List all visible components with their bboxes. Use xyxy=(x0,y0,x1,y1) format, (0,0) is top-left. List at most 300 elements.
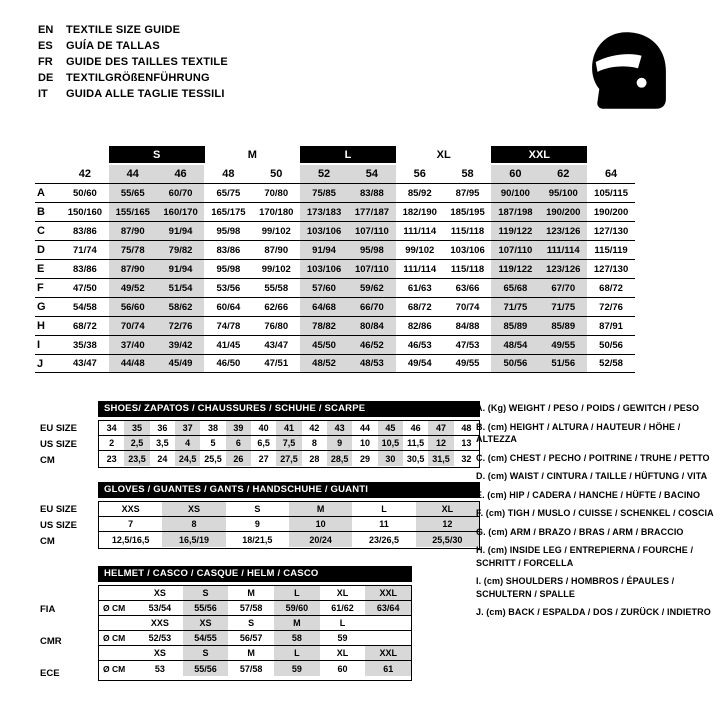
shoes-cell: 40 xyxy=(258,423,269,433)
shoes-cell: 2,5 xyxy=(124,436,149,450)
shoes-cell: 36 xyxy=(157,423,168,433)
shoes-cell: 3,5 xyxy=(156,438,169,448)
measure-cell: 123/126 xyxy=(539,260,587,278)
measure-cell: 182/190 xyxy=(402,206,437,218)
helmet-label-spacer xyxy=(40,617,98,633)
measure-cell: 59/62 xyxy=(348,279,396,297)
measure-cell: 91/94 xyxy=(157,260,205,278)
language-code: DE xyxy=(38,72,54,84)
helmet-table xyxy=(40,585,412,681)
shoes-cell: 12 xyxy=(428,436,453,450)
helmet-values-row xyxy=(99,661,411,676)
measure-cell: 68/72 xyxy=(407,301,432,313)
shoes-cell: 39 xyxy=(226,421,251,435)
shoes-cell: 23 xyxy=(106,453,117,464)
size-group-header-row xyxy=(35,146,635,163)
row-letter: J xyxy=(37,357,44,370)
measure-cell: 39/42 xyxy=(157,336,205,354)
measure-cell: 37/40 xyxy=(109,336,157,354)
shoes-cell: 8 xyxy=(311,438,317,448)
measure-cell: 177/187 xyxy=(348,203,396,221)
measure-cell: 65/75 xyxy=(216,187,241,199)
helmet-size-cell: M xyxy=(247,648,255,658)
measure-cell: 99/102 xyxy=(405,244,435,256)
measure-cell: 45/49 xyxy=(157,355,205,372)
helmet-size-cell: XS xyxy=(153,648,166,658)
gloves-table-row xyxy=(99,517,479,532)
helmet-size-cell: XXL xyxy=(365,646,411,660)
shoes-cell: 11,5 xyxy=(407,438,425,448)
measure-cell: 50/60 xyxy=(73,187,97,199)
measure-cell: 47/50 xyxy=(73,282,97,294)
measure-cell: 115/118 xyxy=(450,263,485,275)
measure-cell: 70/80 xyxy=(264,187,289,199)
measure-cell: 70/74 xyxy=(455,301,480,313)
measure-row-j xyxy=(35,354,635,373)
shoes-cell: 24 xyxy=(157,453,168,464)
size-group-l: L xyxy=(300,146,396,163)
language-row xyxy=(38,38,228,54)
unit-label: Ø CM xyxy=(103,663,126,674)
measure-cell: 47/53 xyxy=(455,339,480,351)
shoes-table xyxy=(40,420,480,468)
row-letter: I xyxy=(37,339,41,351)
measure-row-g xyxy=(35,297,635,316)
legend-item: C. (cm) CHEST / PECHO / POITRINE / TRUHE / PETTO xyxy=(476,452,710,463)
measure-cell: 74/78 xyxy=(216,320,241,332)
shoes-header xyxy=(40,401,480,417)
measure-cell: 99/102 xyxy=(261,225,291,237)
measure-cell: 48/52 xyxy=(300,355,348,372)
measure-cell: 66/70 xyxy=(348,298,396,316)
row-letter: C xyxy=(37,225,45,237)
size-group-m: M xyxy=(247,148,257,161)
measure-cell: 47/51 xyxy=(264,358,289,369)
gloves-cell: 23/26,5 xyxy=(368,534,399,545)
language-code: IT xyxy=(38,88,48,100)
measure-cell: 123/126 xyxy=(539,222,587,240)
gloves-cell: 10 xyxy=(289,517,352,531)
row-letter: G xyxy=(37,301,46,313)
gloves-cell: 20/24 xyxy=(289,532,352,547)
helmet-value-cell: 52/53 xyxy=(148,633,172,643)
helmet-value-cell: 61 xyxy=(365,661,411,676)
gloves-table-row xyxy=(99,502,479,517)
gloves-row-label: US SIZE xyxy=(40,519,77,531)
gloves-cell: XXS xyxy=(121,504,140,514)
size-header-cell: 60 xyxy=(491,165,539,183)
measure-cell: 64/68 xyxy=(300,298,348,316)
row-letter: F xyxy=(37,282,44,294)
measure-cell: 44/48 xyxy=(109,355,157,372)
gloves-cell: 11 xyxy=(379,519,389,529)
shoes-cell: 45 xyxy=(378,421,403,435)
measure-cell: 51/54 xyxy=(157,279,205,297)
gloves-cell: S xyxy=(254,504,261,514)
shoes-cell: 13 xyxy=(461,438,472,448)
measure-cell: 187/198 xyxy=(491,203,539,221)
measure-cell: 48/53 xyxy=(348,355,396,372)
helmet-size-cell: S xyxy=(183,646,229,660)
measure-cell: 111/114 xyxy=(403,225,437,237)
measure-cell: 75/85 xyxy=(300,184,348,202)
legend-item: J. (cm) BACK / ESPALDA / DOS / ZURÜCK / INDIETRO xyxy=(476,607,711,617)
measure-cell: 91/94 xyxy=(300,241,348,259)
size-header-cell: 48 xyxy=(222,168,235,180)
helmet-size-cell: L xyxy=(274,586,320,600)
row-letter: A xyxy=(37,187,45,199)
measure-cell: 119/122 xyxy=(491,260,539,278)
gloves-row-labels xyxy=(40,501,98,549)
helmet-values-row xyxy=(99,601,411,616)
size-header-cell: 44 xyxy=(109,165,157,183)
measure-cell: 70/74 xyxy=(109,317,157,335)
measure-cell: 61/63 xyxy=(407,282,432,294)
shoes-cell: 7,5 xyxy=(276,436,301,450)
shoes-cell: 28,5 xyxy=(327,451,352,466)
gloves-cell: M xyxy=(289,502,352,516)
helmet-size-cell xyxy=(365,616,411,630)
helmet-value-cell: 54/55 xyxy=(183,631,229,645)
shoes-table-row xyxy=(99,421,479,436)
measure-row-e xyxy=(35,259,635,278)
measure-cell: 111/114 xyxy=(539,241,587,259)
size-header-cell: 42 xyxy=(78,168,92,180)
measure-cell: 173/183 xyxy=(300,203,348,221)
helmet-value-cell: 58 xyxy=(274,631,320,645)
language-label: TEXTILE SIZE GUIDE xyxy=(66,24,181,36)
shoes-cell: 29 xyxy=(359,453,370,464)
measure-row-h xyxy=(35,316,635,335)
measure-cell: 53/56 xyxy=(216,282,241,294)
legend-item: B. (cm) HEIGHT / ALTURA / HAUTEUR / HÖHE / ALTEZZA xyxy=(476,421,681,444)
standard-label-ece: ECE xyxy=(40,667,60,679)
row-letter: H xyxy=(37,320,45,332)
shoes-cell: 2 xyxy=(109,438,115,448)
measure-cell: 60/70 xyxy=(157,184,205,202)
shoes-cell: 10 xyxy=(359,438,370,448)
helmet-size-cell: XXS xyxy=(150,618,169,628)
gloves-header xyxy=(40,482,480,498)
measure-cell: 87/90 xyxy=(264,244,289,256)
gloves-header-spacer xyxy=(40,482,98,498)
measure-cell: 80/84 xyxy=(348,317,396,335)
gloves-cell: XL xyxy=(416,502,479,516)
measure-cell: 107/110 xyxy=(491,241,539,259)
measure-cell: 95/100 xyxy=(539,184,587,202)
helmet-size-cell: M xyxy=(247,588,255,598)
measure-cell: 90/100 xyxy=(491,184,539,202)
measure-cell: 115/118 xyxy=(450,225,485,237)
shoes-cell: 35 xyxy=(124,421,149,435)
measure-cell: 50/56 xyxy=(491,355,539,372)
shoes-cell: 42 xyxy=(309,423,320,433)
helmet-value-cell: 59/60 xyxy=(274,601,320,615)
measure-cell: 160/170 xyxy=(157,203,205,221)
measure-cell: 45/50 xyxy=(300,336,348,354)
language-row xyxy=(38,70,228,86)
gloves-table xyxy=(40,501,480,549)
helmet-header-spacer xyxy=(40,566,98,582)
measure-cell: 105/115 xyxy=(594,187,628,199)
language-row xyxy=(38,54,228,70)
helmet-value-cell: 56/57 xyxy=(239,633,263,643)
helmet-size-cell: XS xyxy=(153,588,166,598)
measure-cell: 83/86 xyxy=(216,244,241,256)
legend-item: D. (cm) WAIST / CINTURA / TAILLE / HÜFTUNG / VITA xyxy=(476,471,708,481)
shoes-row-label: CM xyxy=(40,454,55,466)
shoes-cell: 26 xyxy=(226,451,251,466)
measure-cell: 150/160 xyxy=(67,206,103,218)
helmet-size-cell: S xyxy=(183,586,229,600)
helmet-header xyxy=(40,566,412,582)
shoes-row-label: US SIZE xyxy=(40,438,77,450)
shoes-title: SHOES/ ZAPATOS / CHAUSSURES / SCHUHE / SCARPE xyxy=(98,401,480,417)
gloves-cell: 12,5/16,5 xyxy=(111,534,150,545)
shoes-cell: 24,5 xyxy=(175,451,200,466)
gloves-values xyxy=(98,501,480,549)
shoes-cell: 38 xyxy=(207,423,218,433)
helmet-value-cell: 59 xyxy=(337,633,348,643)
measure-cell: 71/75 xyxy=(491,298,539,316)
measure-cell: 49/55 xyxy=(455,358,480,369)
shoes-values xyxy=(98,420,480,468)
language-code: FR xyxy=(38,56,53,68)
language-code: ES xyxy=(38,40,53,52)
shoes-header-spacer xyxy=(40,401,98,417)
helmet-value-cell: 60 xyxy=(337,663,348,674)
helmet-values-row xyxy=(99,631,411,646)
size-group-xxl: XXL xyxy=(491,146,587,163)
helmet-title: HELMET / CASCO / CASQUE / HELM / CASCO xyxy=(98,566,412,582)
measure-cell: 115/119 xyxy=(594,244,628,256)
measure-cell: 75/78 xyxy=(109,241,157,259)
row-letter: D xyxy=(37,244,45,256)
size-header-cell: 58 xyxy=(461,168,474,180)
measure-cell: 54/58 xyxy=(73,301,97,313)
shoes-cell: 9 xyxy=(327,436,352,450)
measure-cell: 85/92 xyxy=(407,187,432,199)
measure-cell: 56/60 xyxy=(109,298,157,316)
helmet-value-cell: 57/58 xyxy=(239,663,263,674)
size-header-cell: 64 xyxy=(604,168,618,180)
measure-cell: 87/91 xyxy=(599,320,623,332)
helmet-sizes-row xyxy=(99,616,411,631)
size-header-cell: 62 xyxy=(539,165,587,183)
language-row xyxy=(38,22,228,38)
helmet-label-spacer xyxy=(40,649,98,665)
gloves-table-row xyxy=(99,532,479,547)
legend-item: H. (cm) INSIDE LEG / ENTREPIERNA / FOURCHE / SCHRITT / FORCELLA xyxy=(476,545,694,568)
measure-cell: 82/86 xyxy=(407,320,432,332)
measure-cell: 62/66 xyxy=(264,301,289,313)
size-header-cell: 50 xyxy=(270,168,283,180)
measure-cell: 78/82 xyxy=(300,317,348,335)
measure-row-i xyxy=(35,335,635,354)
measure-cell: 52/58 xyxy=(599,358,623,369)
size-header-cell: 46 xyxy=(157,165,205,183)
measure-cell: 72/76 xyxy=(157,317,205,335)
language-row xyxy=(38,86,228,102)
size-header-cell: 56 xyxy=(413,168,426,180)
helmet-value-cell: 55/56 xyxy=(183,601,229,615)
helmet-section xyxy=(40,566,412,681)
unit-label: Ø CM xyxy=(103,633,126,643)
shoes-cell: 27,5 xyxy=(276,451,301,466)
shoes-cell: 25,5 xyxy=(204,453,222,464)
measure-cell: 103/106 xyxy=(450,244,485,256)
language-label: GUIDE DES TAILLES TEXTILE xyxy=(66,56,228,68)
legend-item: F. (cm) TIGH / MUSLO / CUISSE / SCHENKEL / COSCIA xyxy=(476,508,714,518)
shoes-cell: 46 xyxy=(410,423,421,433)
legend-item: I. (cm) SHOULDERS / HOMBROS / ÉPAULES / SCHULTERN / SPALLE xyxy=(476,576,675,599)
gloves-cell: L xyxy=(381,504,387,514)
measure-cell: 51/56 xyxy=(539,355,587,372)
unit-label: Ø CM xyxy=(103,603,126,613)
size-number-row xyxy=(35,165,635,183)
letter-spacer xyxy=(35,165,61,183)
measure-row-c xyxy=(35,221,635,240)
measure-cell: 83/88 xyxy=(348,184,396,202)
measure-cell: 71/75 xyxy=(539,298,587,316)
measure-cell: 60/64 xyxy=(216,301,241,313)
helmet-icon xyxy=(584,26,674,116)
measure-cell: 127/130 xyxy=(593,225,629,237)
helmet-size-cell: XL xyxy=(336,588,349,598)
measurement-legend xyxy=(476,402,714,625)
group-spacer xyxy=(587,146,635,163)
measure-cell: 127/130 xyxy=(593,263,629,275)
measure-cell: 76/80 xyxy=(264,320,289,332)
measure-cell: 91/94 xyxy=(157,222,205,240)
helmet-value-cell: 53/54 xyxy=(148,603,172,613)
measure-cell: 95/98 xyxy=(216,263,241,275)
legend-item: G. (cm) ARM / BRAZO / BRAS / ARM / BRACCIO xyxy=(476,526,684,537)
measure-cell: 190/200 xyxy=(539,203,587,221)
measure-cell: 165/175 xyxy=(211,206,246,218)
language-label: GUIDA ALLE TAGLIE TESSILI xyxy=(66,88,225,100)
gloves-row-label: CM xyxy=(40,535,55,547)
group-spacer xyxy=(35,146,109,163)
shoes-cell: 23,5 xyxy=(124,451,149,466)
size-header-cell: 52 xyxy=(300,165,348,183)
gloves-cell: 25,5/30 xyxy=(416,532,479,547)
measure-cell: 68/72 xyxy=(73,320,97,332)
shoes-section xyxy=(40,401,480,468)
measure-cell: 55/65 xyxy=(109,184,157,202)
language-list xyxy=(38,22,228,102)
measure-cell: 111/114 xyxy=(403,263,437,275)
measure-cell: 107/110 xyxy=(348,260,396,278)
size-group-s: S xyxy=(109,146,205,163)
gloves-section xyxy=(40,482,480,549)
legend-item: E. (cm) HIP / CADERA / HANCHE / HÜFTE / BACINO xyxy=(476,489,701,500)
shoes-cell: 34 xyxy=(106,423,117,433)
row-letter: B xyxy=(37,206,45,218)
shoes-cell: 28 xyxy=(309,453,320,464)
measure-cell: 190/200 xyxy=(593,206,629,218)
unit-spacer xyxy=(99,646,137,660)
helmet-size-cell: XS xyxy=(183,616,229,630)
row-letter: E xyxy=(37,263,45,275)
shoes-cell: 48 xyxy=(461,423,472,433)
measure-cell: 87/90 xyxy=(109,260,157,278)
gloves-cell: 12 xyxy=(416,517,479,531)
measure-cell: 49/55 xyxy=(539,336,587,354)
helmet-size-cell: L xyxy=(274,646,320,660)
measure-cell: 103/106 xyxy=(300,260,348,278)
measure-cell: 57/60 xyxy=(300,279,348,297)
gloves-cell: XS xyxy=(162,502,225,516)
unit-spacer xyxy=(99,616,137,630)
shoes-cell: 30,5 xyxy=(406,453,425,464)
helmet-values xyxy=(98,585,412,681)
size-header-cell: 54 xyxy=(348,165,396,183)
measure-cell: 71/74 xyxy=(73,244,97,256)
shoes-cell: 30 xyxy=(378,451,403,466)
language-label: GUÍA DE TALLAS xyxy=(66,40,160,52)
shoes-row-label: EU SIZE xyxy=(40,422,77,434)
measure-cell: 87/90 xyxy=(109,222,157,240)
measure-cell: 65/68 xyxy=(491,279,539,297)
measure-cell: 85/89 xyxy=(539,317,587,335)
helmet-value-cell: 57/58 xyxy=(239,603,263,613)
measure-cell: 155/165 xyxy=(109,203,157,221)
shoes-table-row xyxy=(99,436,479,451)
size-group-xl: XL xyxy=(436,148,451,161)
measure-cell: 84/88 xyxy=(455,320,480,332)
measure-cell: 35/38 xyxy=(73,339,97,351)
gloves-title: GLOVES / GUANTES / GANTS / HANDSCHUHE / GUANTI xyxy=(98,482,480,498)
measure-cell: 43/47 xyxy=(73,358,97,369)
shoes-row-labels xyxy=(40,420,98,468)
measure-cell: 107/110 xyxy=(348,222,396,240)
shoes-cell: 10,5 xyxy=(378,436,403,450)
helmet-size-cell: XXL xyxy=(365,586,411,600)
helmet-sizes-row xyxy=(99,586,411,601)
helmet-size-cell: XL xyxy=(336,648,349,658)
measure-cell: 46/52 xyxy=(348,336,396,354)
shoes-cell: 41 xyxy=(276,421,301,435)
measure-cell: 95/98 xyxy=(348,241,396,259)
measure-cell: 83/86 xyxy=(73,225,97,237)
unit-spacer xyxy=(99,586,137,600)
textile-size-table xyxy=(35,146,635,373)
helmet-label-spacer xyxy=(40,585,98,601)
helmet-value-cell: 63/64 xyxy=(365,601,411,615)
measure-cell: 103/106 xyxy=(300,222,348,240)
helmet-value-cell xyxy=(365,631,411,645)
gloves-row-label: EU SIZE xyxy=(40,503,77,515)
shoes-cell: 27 xyxy=(258,453,269,464)
helmet-value-cell: 53 xyxy=(154,663,165,674)
standard-label-fia: FIA xyxy=(40,603,56,615)
measure-cell: 79/82 xyxy=(157,241,205,259)
language-code: EN xyxy=(38,24,54,36)
measure-cell: 41/45 xyxy=(216,339,241,351)
language-label: TEXTILGRÖßENFÜHRUNG xyxy=(66,72,210,84)
measure-cell: 63/66 xyxy=(455,282,480,294)
shoes-cell: 6,5 xyxy=(257,438,270,448)
helmet-sizes-row xyxy=(99,646,411,661)
measure-cell: 72/76 xyxy=(599,301,623,313)
measure-cell: 49/52 xyxy=(109,279,157,297)
measurement-rows xyxy=(35,183,635,373)
shoes-cell: 37 xyxy=(175,421,200,435)
gloves-cell: 8 xyxy=(162,517,225,531)
measure-cell: 67/70 xyxy=(539,279,587,297)
helmet-value-cell: 55/56 xyxy=(183,661,229,676)
